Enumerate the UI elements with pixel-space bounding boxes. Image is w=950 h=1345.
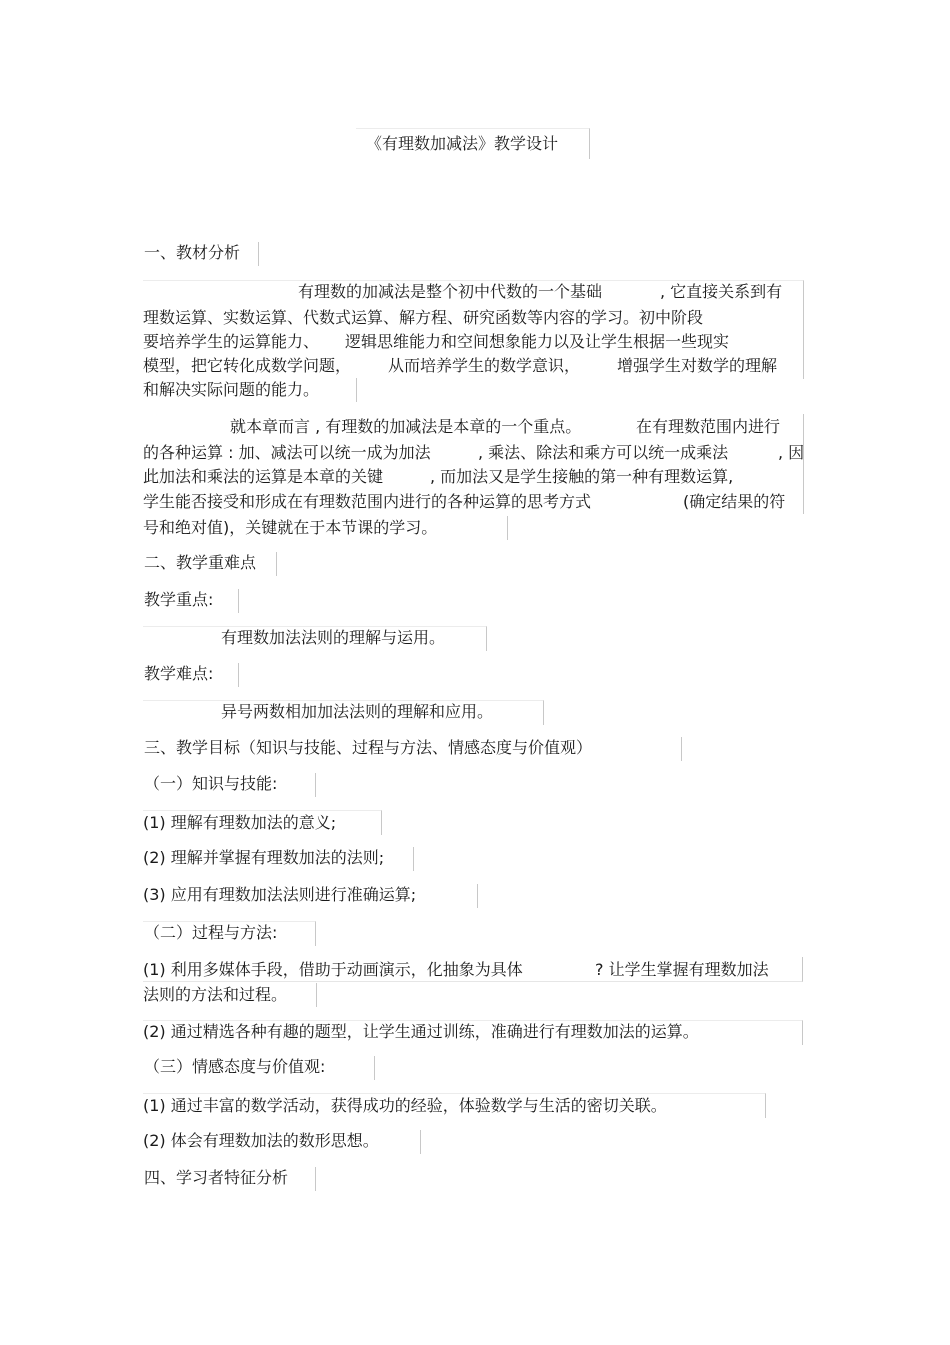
e2-box (143, 1130, 421, 1154)
method-item-1b: ? 让学生掌握有理数加法 (595, 960, 769, 979)
knowledge-item-1: (1) 理解有理数加法的意义; (143, 813, 337, 832)
p2-line-2a: 的各种运算 : 加、减法可以统一成为加法 (143, 443, 431, 462)
sub-2-box (143, 921, 316, 946)
sub-3-box (143, 1056, 375, 1080)
p1-line-4c: 增强学生对数学的理解 (617, 356, 778, 375)
p2-line-3a: 此加法和乘法的运算是本章的关键 (143, 467, 384, 486)
knowledge-item-2: (2) 理解并掌握有理数加法的法则; (143, 848, 385, 867)
key-point-label: 教学重点: (144, 590, 214, 609)
method-item-1a: (1) 利用多媒体手段，借助于动画演示，化抽象为具体 (143, 960, 523, 979)
p1-line-4a: 模型，把它转化成数学问题， (143, 356, 352, 375)
p1-line-4b: 从而培养学生的数学意识， (388, 356, 581, 375)
p2-line-4b: (确定结果的符 (683, 492, 786, 511)
section-4-box (143, 1167, 316, 1191)
section-1-heading: 一、教材分析 (144, 243, 241, 262)
k3-box (143, 884, 478, 908)
p2-line-2c: , 因 (778, 443, 805, 462)
p2-line-5: 号和绝对值)，关键就在于本节课的学习。 (143, 518, 438, 537)
attitude-item-2: (2) 体会有理数加法的数形思想。 (143, 1131, 379, 1150)
diff-label-box (143, 663, 239, 687)
page-title: 《有理数加减法》教学设计 (366, 134, 559, 153)
section-3-box (143, 737, 682, 761)
p2-line-2b: , 乘法、除法和乘方可以统一成乘法 (478, 443, 729, 462)
key-point-text: 有理数加法法则的理解与运用。 (221, 628, 446, 647)
subsection-process: （二）过程与方法: (144, 923, 278, 942)
difficulty-label: 教学难点: (144, 664, 214, 683)
p2-line-4a: 学生能否接受和形成在有理数范围内进行的各种运算的思考方式 (143, 492, 592, 511)
e1-box (143, 1093, 766, 1118)
p1-line-5-box (143, 378, 357, 402)
p1-line-2: 理数运算、实数运算、代数式运算、解方程、研究函数等内容的学习。初中阶段 (143, 308, 704, 327)
k2-box (143, 847, 414, 871)
p2-line-3b: , 而加法又是学生接触的第一种有理数运算, (430, 467, 734, 486)
m1c-box (143, 983, 317, 1007)
p2-line-5-box (143, 516, 508, 540)
section-4-heading: 四、学习者特征分析 (144, 1168, 289, 1187)
section-2-heading: 二、教学重难点 (144, 553, 257, 572)
difficulty-text: 异号两数相加加法法则的理解和应用。 (221, 702, 494, 721)
subsection-knowledge: （一）知识与技能: (144, 774, 278, 793)
section-2-box (143, 552, 277, 576)
m2-box (143, 1020, 803, 1045)
subsection-attitude: （三）情感态度与价值观: (144, 1057, 326, 1076)
p1-line-1a: 有理数的加减法是整个初中代数的一个基础 (298, 282, 603, 301)
diff-text-box (143, 700, 544, 725)
key-label-box (143, 589, 239, 613)
k1-box (143, 810, 382, 835)
p2-line-1a: 就本章而言 , 有理数的加减法是本章的一个重点。 (230, 417, 582, 436)
title-box (356, 128, 590, 159)
knowledge-item-3: (3) 应用有理数加法法则进行准确运算; (143, 885, 417, 904)
p1-line-3a: 要培养学生的运算能力、 (143, 332, 320, 351)
p2-line-1b: 在有理数范围内进行 (636, 417, 781, 436)
p1-line-5: 和解决实际问题的能力。 (143, 380, 320, 399)
method-item-1c: 法则的方法和过程。 (143, 985, 288, 1004)
p1-line-1b: , 它直接关系到有 (660, 282, 783, 301)
section-1-box (143, 242, 259, 266)
method-item-2: (2) 通过精选各种有趣的题型，让学生通过训练，准确进行有理数加法的运算。 (143, 1022, 699, 1041)
key-text-box (143, 626, 487, 651)
sub-1-box (143, 773, 316, 797)
section-3-heading: 三、教学目标（知识与技能、过程与方法、情感态度与价值观） (144, 738, 593, 757)
p1-line-3b: 逻辑思维能力和空间想象能力以及让学生根据一些现实 (345, 332, 730, 351)
attitude-item-1: (1) 通过丰富的数学活动，获得成功的经验，体验数学与生活的密切关联。 (143, 1096, 667, 1115)
